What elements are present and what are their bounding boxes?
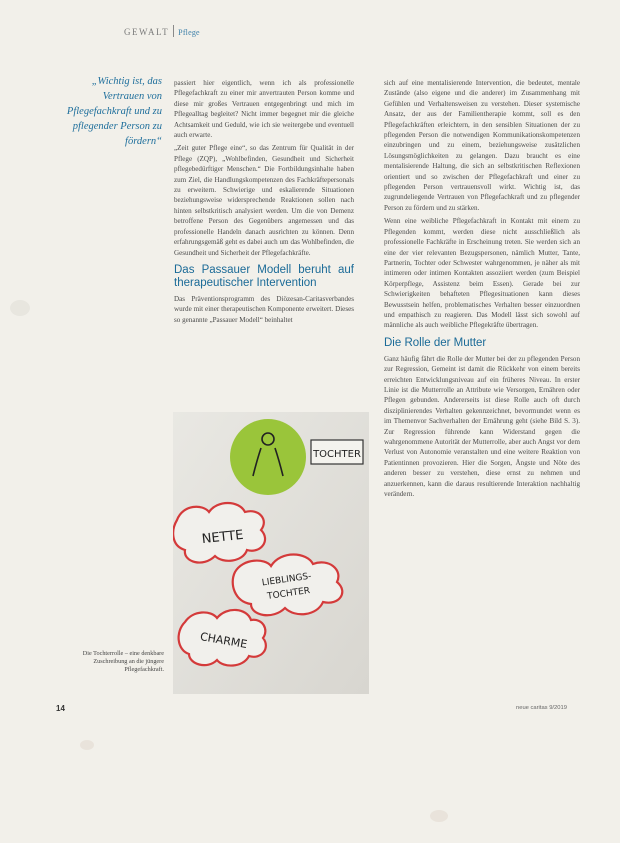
header-divider: [173, 25, 174, 37]
paragraph: Das Präventionsprogramm des Diözesan-Caritasverbandes wurde mit einer therapeutischen Komponente erweitert. Dieses so genannte „Passauer Modell“ beinhaltet: [174, 294, 354, 324]
person-circle: [230, 419, 306, 495]
whiteboard-illustration: [173, 412, 369, 694]
paper-smudge: [430, 810, 448, 822]
page-number: 14: [56, 704, 65, 713]
paragraph: Wenn eine weibliche Pflegefachkraft in Kontakt mit einem zu Pflegenden kommt, werden diese nicht ausschließlich als professionelle Fachkräfte in Erscheinung treten. Sie werden sich an eine der vier relevanten Bezugspersonen, nämlich Mutter, Tante, Partnerin, Tochter oder Schwester wahrgenommen, je näher als mit intimeren oder intimen Kontakten assoziiert werden (zum Beispiel Körperpflege, Assistenz beim Essen). Gerade bei zur Schwierigkeiten behafteten Pflegesituationen kann dieses Bewusstsein helfen, problematisches Verhalten besser einzuordnen und empathisch zu reagieren. Das Modell lässt sich sowohl auf männliche als auch weibliche Pflegekräfte übertragen.: [384, 217, 580, 330]
running-header: [124, 25, 200, 37]
text-column-right: [384, 78, 580, 692]
label-tochter: TOCHTER: [313, 449, 361, 460]
paragraph: „Zeit guter Pflege eine“, so das Zentrum für Qualität in der Pflege (ZQP), „Wohlbefinden, Gesundheit und Sicherheit pflegebedürftiger Menschen.“ Die Fortbildungsinhalte haben zum Ziel, die Handlungskompetenzen des Fachkräftepersonals zu erweitern. Schwierige und eskalierende Situationen beziehungsweise widersprechende Reaktionen sollen nach hinten selbstkritisch analysiert werden. Um die von Demenz betroffene Person des Gegenübers angemessen und das professionelle Handeln danach ausrichten zu können. Denn erfahrungsgemäß geht es dabei auch um das Wohlbefinden, die Gesundheit und Sicherheit der Pflegefachkräfte.: [174, 144, 354, 257]
subsection-label: Pflege: [178, 28, 200, 37]
paragraph: sich auf eine mentalisierende Intervention, die bedeutet, mentale Zustände (also eigene und die anderer) im Zusammenhang mit Gefühlen und Verhaltensweisen zu verstehen. Dieser systemische Ansatz, der aus der Familientherapie kommt, soll es den Pflegefachkräften erleichtern, in den sensiblen Situationen der zu pflegenden Person die notwendigen Kommunikationskompetenzen einzubringen und zu einem, beziehungsweise zusätzlichen Lösungsmöglichkeiten zu gelangen. Dazu braucht es eine mentalisierende Haltung, die sich an selbstkritischen Reflexionen orientiert und so zwischen der Pflegefachkraft und einer zu pflegenden Person vertrauensvoll wirkt. Wichtig ist, das zugrundeliegende Vertrauen von Pflegefachkraft und zu pflegender Person zu fördern und zu stärken.: [384, 79, 580, 212]
paragraph: passiert hier eigentlich, wenn ich als professionelle Pflegefachkraft zu einer mir anvertrauten Person komme und diese mir großes Vertrauen entgegenbringt und mich im Pflegealltag begleitet? Nicht immer begegnet mir die gleiche Achtsamkeit und Geduld, wie ich sie weitergebe und eventuell auch erwarte.: [174, 79, 354, 140]
figure-caption: Die Tochterrolle – eine denkbare Zuschreibung an die jüngere Pflegefachkraft.: [82, 650, 164, 673]
label-nette: NETTE: [201, 527, 245, 548]
label-lieblings-tochter: TOCHTER: [266, 586, 311, 602]
publication-footer: neue caritas 9/2019: [516, 705, 567, 711]
text-column-left: [174, 78, 354, 368]
section-heading: Das Passauer Modell beruht auf therapeutischer Intervention: [174, 263, 354, 289]
section-label: GEWALT: [124, 27, 170, 37]
pull-quote: „Wichtig ist, das Vertrauen von Pflegefachkraft und zu pflegender Person zu fördern“: [66, 76, 162, 147]
label-lieblings: LIEBLINGS-: [261, 571, 313, 589]
paper-smudge: [10, 300, 30, 316]
section-heading: Die Rolle der Mutter: [384, 336, 487, 349]
paragraph: Ganz häufig fährt die Rolle der Mutter bei der zu pflegenden Person zur Regression, Gemeint ist damit die Rückkehr von einem bereits erreichten Entwicklungsniveau auf ein früheres Niveau. In erster Linie ist die Mutterrolle an Attribute wie Versorgen, Ernähren oder Pflegen gebunden. Andererseits ist diese Rolle auch oft durch disziplinierendes Verhalten gekennzeichnet, bevormundet wenn es im Themenvor Sachverhalten der Ernährung geht (siehe Bild S. 3). Zur Regression führende kann Widerstand gegen die wahrgenommene Autorität der Mutterrolle, aber auch Angst vor dem Verlust von Autonomie veranstalten und eine weitere Reaktion von Patientinnen provozieren. Hier die Sorgen, Ängste und Nöte des anderen besser zu verstehen, diese ernst zu nehmen und anzuerkennen, kann die daraus resultierende Interaktion nachhaltig verändern.: [384, 354, 580, 499]
paper-smudge: [80, 740, 94, 750]
figure-photo: [173, 412, 369, 694]
label-charme: CHARME: [199, 630, 249, 652]
